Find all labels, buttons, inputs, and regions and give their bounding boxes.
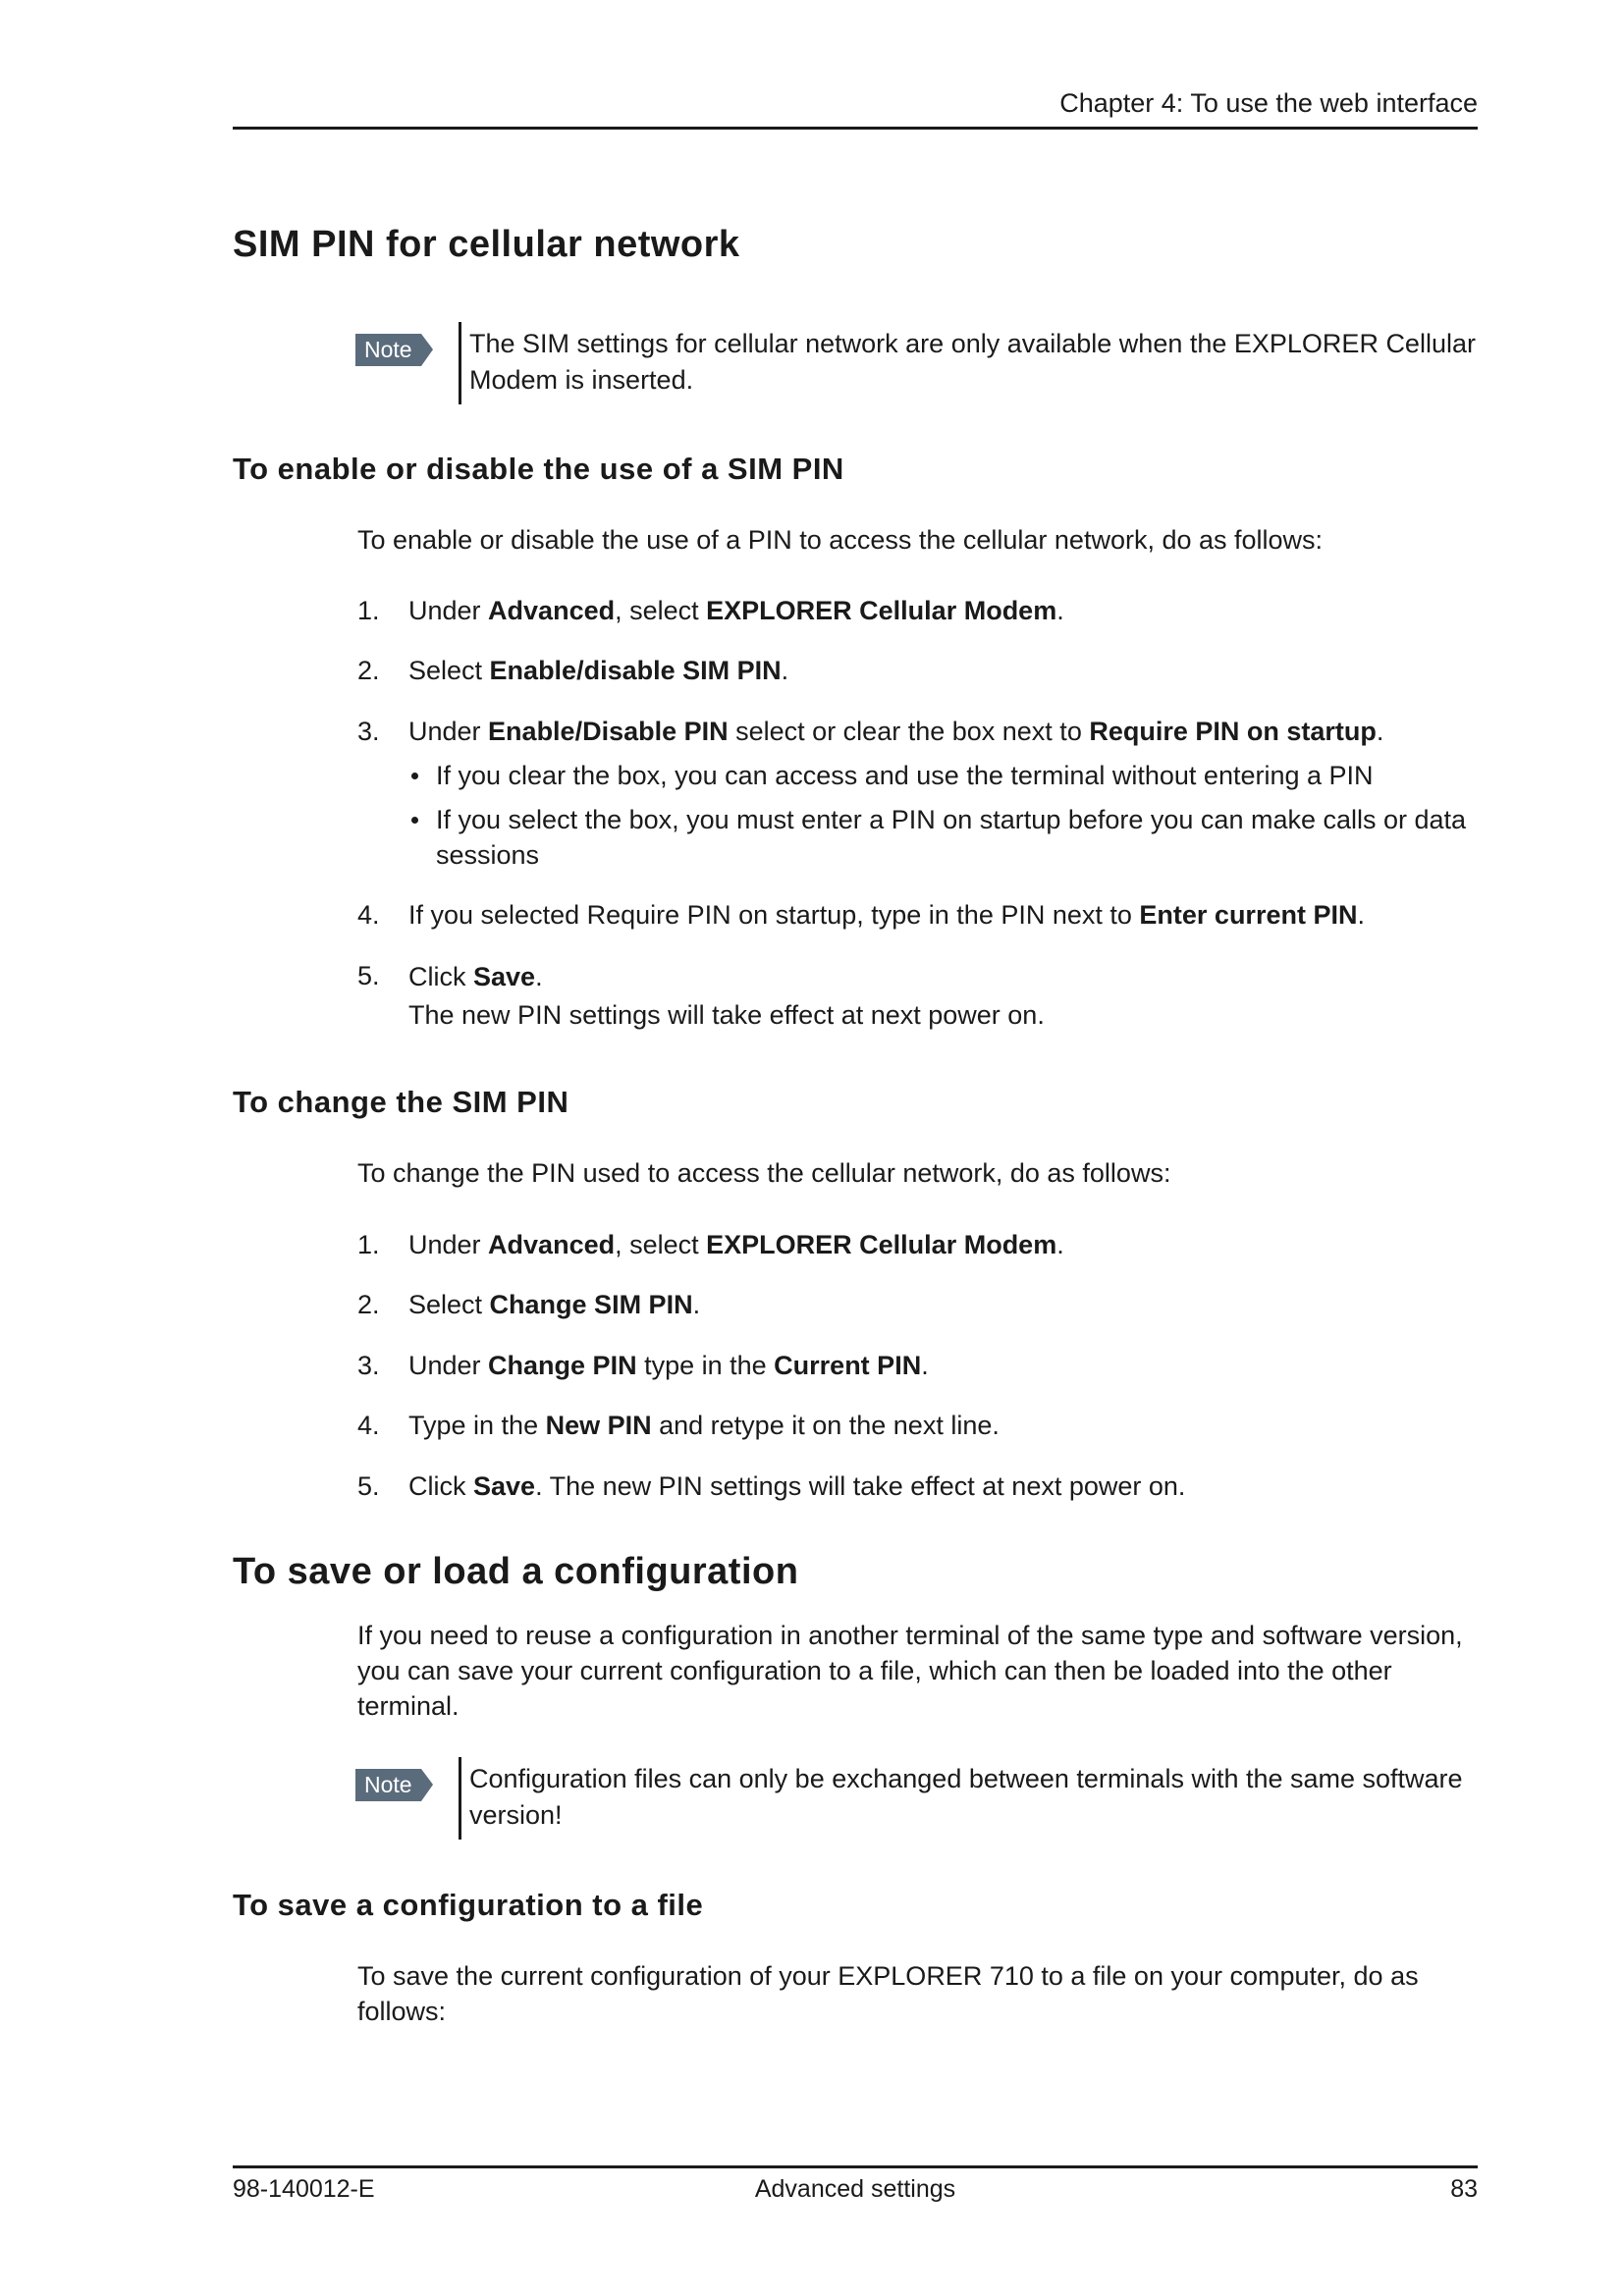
note-config-files [355,1757,1478,1840]
footer-section: Advanced settings [754,2175,956,2203]
step-number: 2. [357,1290,380,1319]
step-text: Click Save. The new PIN settings will take effect at next power on. [408,962,1045,1030]
step-text: Under Advanced, select EXPLORER Cellular Modem. [408,596,1064,625]
section-title-save-load: To save or load a configuration [233,1551,799,1592]
subsection-title-change-pin: To change the SIM PIN [233,1085,569,1119]
step-text: Select Enable/disable SIM PIN. [408,656,789,685]
step-text: Under Advanced, select EXPLORER Cellular Modem. [408,1230,1064,1259]
subsection-title-save-config: To save a configuration to a file [233,1888,704,1922]
step-number: 3. [357,1351,380,1380]
note-badge-label: Note [355,1769,421,1801]
bullet-dot [411,817,418,824]
bullet-dot [411,773,418,779]
step-text: Type in the New PIN and retype it on the next line. [408,1411,1000,1440]
header-rule [233,127,1478,130]
step-number: 5. [357,1471,380,1501]
step-number: 1. [357,596,380,625]
step-number: 2. [357,656,380,685]
bullet-text: If you select the box, you must enter a PIN on startup before you can make calls or data sessions [436,805,1467,870]
step-text: Click Save. The new PIN settings will take effect at next power on. [408,1471,1186,1501]
step-number: 4. [357,900,380,930]
running-header: Chapter 4: To use the web interface [1059,88,1478,118]
note-sim-settings [355,322,1478,404]
note-arrow-icon [421,334,433,366]
note-bar [459,1757,461,1840]
intro-save-load: If you need to reuse a configuration in another terminal of the same type and software version, you can save your current configuration to a file, which can then be loaded into the other terminal. [357,1621,1463,1721]
step-text: Select Change SIM PIN. [408,1290,701,1319]
step-text: Under Change PIN type in the Current PIN. [408,1351,929,1380]
subsection-title-enable-pin: To enable or disable the use of a SIM PIN [233,452,844,486]
footer-doc-number: 98-140012-E [233,2175,375,2203]
step-number: 3. [357,717,380,746]
step-number: 5. [357,961,380,990]
note-text: The SIM settings for cellular network are only available when the EXPLORER Cellular Modem is inserted. [469,329,1476,395]
note-badge-label: Note [355,334,421,366]
step-text: If you selected Require PIN on startup, type in the PIN next to Enter current PIN. [408,900,1365,930]
intro-change-pin: To change the PIN used to access the cellular network, do as follows: [357,1158,1171,1188]
intro-save-config: To save the current configuration of your EXPLORER 710 to a file on your computer, do as follows: [357,1961,1419,2026]
bullet-text: If you clear the box, you can access and use the terminal without entering a PIN [436,761,1374,790]
note-badge [355,1769,440,1801]
section-title-sim-pin: SIM PIN for cellular network [233,224,740,265]
note-arrow-icon [421,1769,433,1801]
step-text: Under Enable/Disable PIN select or clear the box next to Require PIN on startup. [408,717,1384,746]
note-text: Configuration files can only be exchanged between terminals with the same software version! [469,1764,1463,1830]
step-number: 1. [357,1230,380,1259]
note-badge [355,334,440,366]
footer-page-number: 83 [1450,2175,1478,2203]
step-number: 4. [357,1411,380,1440]
intro-enable-pin: To enable or disable the use of a PIN to access the cellular network, do as follows: [357,525,1324,555]
note-bar [459,322,461,404]
footer-rule [233,2165,1478,2168]
